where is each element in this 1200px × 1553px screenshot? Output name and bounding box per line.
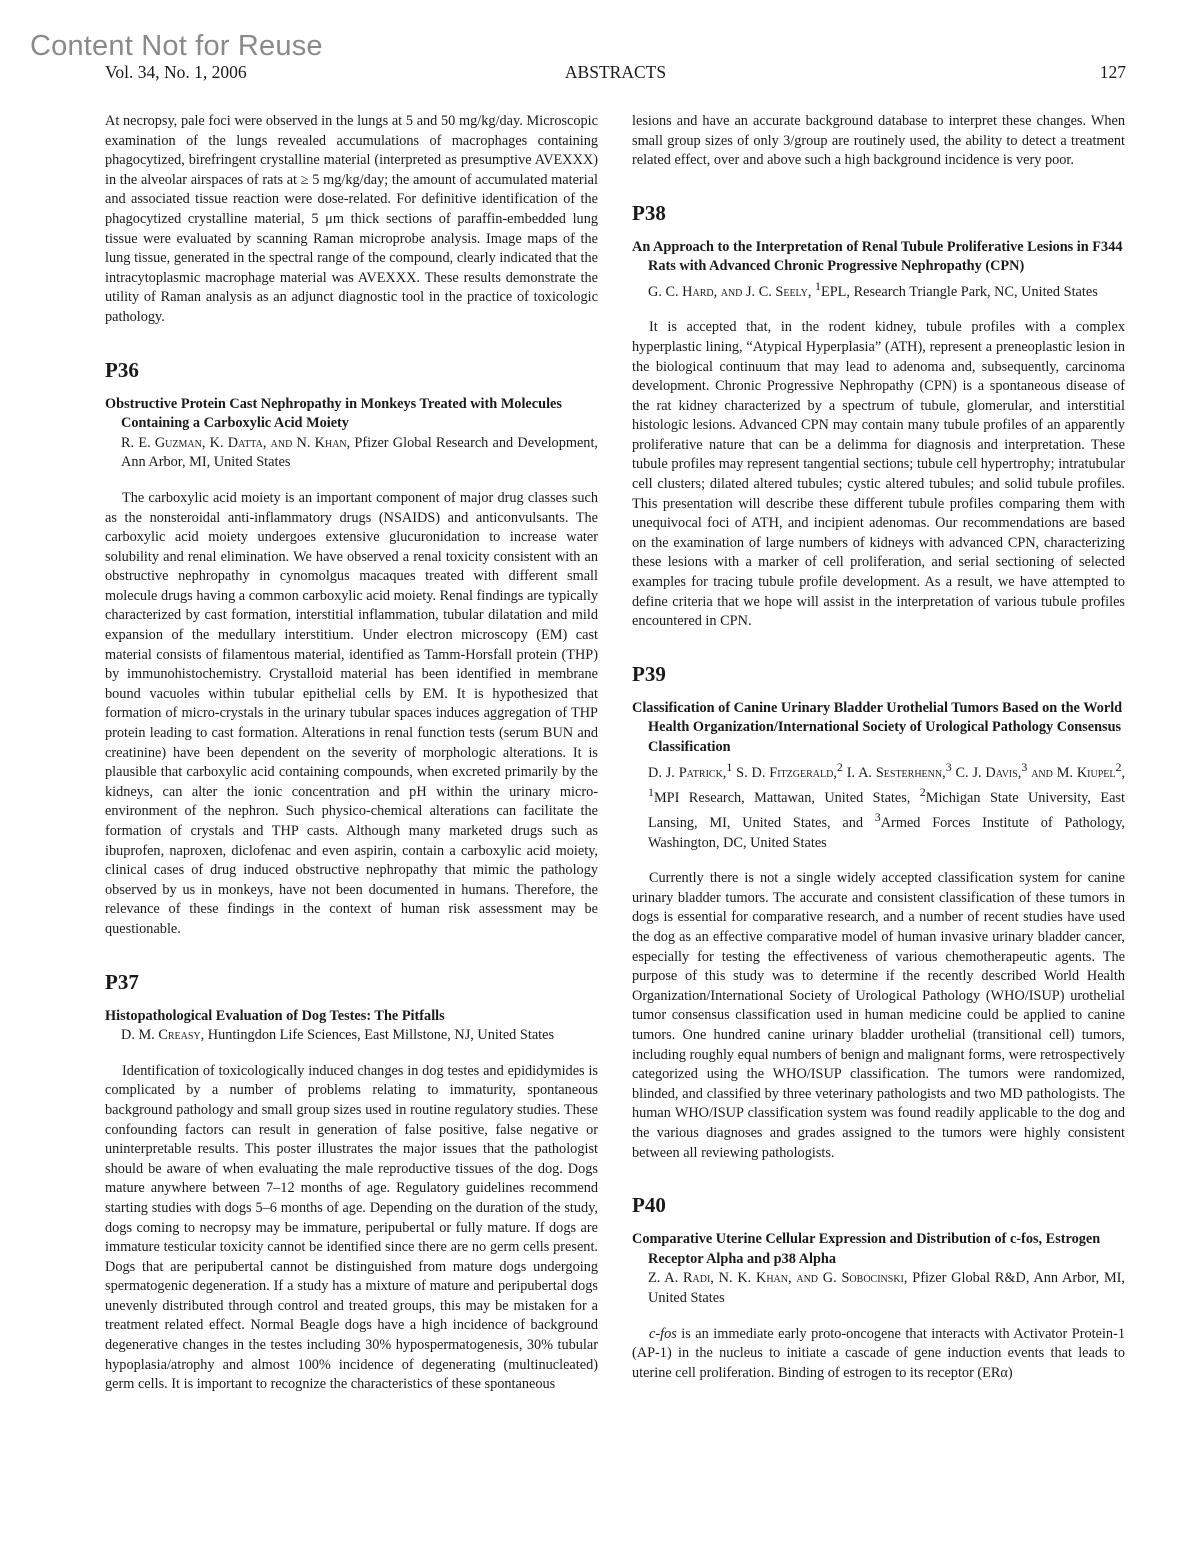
author-name: D. J. Patrick,: [648, 764, 727, 781]
abstract-title: Comparative Uterine Cellular Expression and Distribution of c-fos, Estrogen Receptor Alpha and p38 Alpha: [632, 1231, 1101, 1267]
abstract-title: An Approach to the Interpretation of Renal Tubule Proliferative Lesions in F344 Rats with Advanced Chronic Progressive Nephropathy (CPN): [632, 238, 1123, 275]
author-name: S. D. Fitzgerald,: [736, 764, 837, 781]
abstract-id: P40: [632, 1193, 666, 1218]
author-names: Z. A. Radi, N. K. Khan, and G. Sobocinski: [648, 1270, 904, 1287]
author-name: C. J. Davis,: [955, 764, 1022, 781]
author-affiliation: , Pfizer Global Research and Development, Ann Arbor, MI, United States: [121, 434, 598, 471]
author-affiliation: Michigan State University, East Lansing, MI, United States, and: [648, 789, 1125, 832]
journal-volume: Vol. 34, No. 1, 2006: [105, 62, 247, 82]
abstract-p36: [105, 358, 598, 940]
abstract-body: It is accepted that, in the rodent kidney, tubule profiles with a complex hyperplastic lining, “Atypical Hyperplasia” (ATH), represent a preneoplastic lesion in the biological continuum that may lead to adenoma and, subsequently, carcinoma development. Chronic Progressive Nephropathy (CPN) is a spontaneous disease of the rat kidney characterized by a spectrum of tubule, glomerular, and interstitial histologic lesions. Advanced CPN may contain many tubule profiles of an apparently proliferative nature that can be a delimma for diagnosis and interpretation. These tubule profiles may represent tangential sections; tubule cell hypertrophy; intratubular cell clusters; dilated altered tubules; cystic altered tubules; and solid tubule profiles. This presentation will describe these different tubule profiles comparing them with unequivocal foci of ATH, and incipient adenomas. Our recommendations are based on the examination of large numbers of kidneys with advanced CPN, characterizing these lesions with a marker of cell proliferation, and serial sectioning of selected examples for tracing tubule profile development. As a result, we have attempted to define criteria that we hope will assist in the interpretation of various tubule profiles encountered in CPN.: [632, 319, 1125, 630]
affiliation-marker: 3: [1021, 759, 1028, 774]
author-affiliation: EPL, Research Triangle Park, NC, United States: [821, 283, 1098, 300]
abstract-body: Currently there is not a single widely accepted classification system for canine urinary bladder tumors. The accurate and consistent classification of these tumors in dogs is essential for comparative research, and a number of recent studies have used the dog as an effective comparative model of human invasive urinary bladder cancer, especially for testing the effectiveness of various chemotherapeutic agents. The purpose of this study was to determine if the recently described World Health Organization/International Society of Urological Pathology (WHO/ISUP) urothelial tumor consensus classification used in human medicine could be applied to canine tumors. One hundred canine urinary bladder urothelial (transitional cell) tumors, including roughly equal numbers of benign and malignant forms, were retrospectively categorized using the WHO/ISUP classification. The tumors were randomized, blinded, and classified by three veterinary pathologists and two MD pathologists. The human WHO/ISUP classification system was found readily applicable to the dog and the various diagnoses and grades assigned to the tumors were highly consistent between all reviewing pathologists.: [632, 870, 1125, 1161]
watermark: Content Not for Reuse: [30, 30, 323, 62]
affiliation-marker: 3: [874, 810, 881, 825]
abstract-authors: [105, 1026, 598, 1046]
author-affiliation: Armed Forces Institute of Pathology, Washington, DC, United States: [648, 815, 1125, 851]
abstract-id: P36: [105, 357, 139, 382]
abstract-authors: [105, 434, 598, 473]
affiliation-marker: 2: [919, 784, 926, 799]
continued-abstract-text: lesions and have an accurate background database to interpret these changes. When small group sizes of only 3/group are routinely used, the ability to detect a treatment related effect, over and above such a high background incidence is very poor.: [632, 113, 1125, 169]
author-name: I. A. Sesterhenn,: [846, 764, 946, 781]
continued-abstract-text: At necropsy, pale foci were observed in the lungs at 5 and 50 mg/kg/day. Microscopic examination of the lungs revealed accumulations of macrophages containing phagocytized, birefringent crystalline material (interpreted as presumptive AVEXXX) in the alveolar airspaces of rats at ≥ 5 mg/kg/day; the amount of accumulated material and associated tissue reaction were dose-related. For definitive identification of the phagocytized crystalline material, 5 μm thick sections of paraffin-embedded lung tissue were evaluated by scanning Raman microprobe analysis. Image maps of the lung tissue, generated in the spectral range of the compound, clearly indicated that the intracytoplasmic macrophage material was AVEXXX. These results demonstrate the utility of Raman analysis as an adjunct diagnostic tool in the practice of toxicologic pathology.: [105, 113, 598, 325]
affiliation-marker: 3: [945, 759, 952, 774]
left-column: [105, 112, 598, 1425]
abstract-p40: [632, 1193, 1125, 1383]
affiliation-marker: 1: [648, 784, 654, 799]
abstract-body: The carboxylic acid moiety is an important component of major drug classes such as the nonsteroidal anti-inflammatory drugs (NSAIDS) and anticonvulsants. The carboxylic acid moiety undergoes extensive glucuronidation to increase water solubility and renal elimination. We have observed a renal toxicity consistent with an obstructive nephropathy in cynomolgus macaques treated with different small molecule drugs having a common carboxylic acid moiety. Renal findings are typically characterized by cast formation, interstitial inflammation, tubular dilatation and mild expansion of the medullary interstitium. Under electron microscopy (EM) cast material consists of filamentous material, identified as Tamm-Horsfall protein (THP) by immunohistochemistry. Crystalloid material has been identified in membrane bound vacuoles within tubular epithelial cells by EM. It is hypothesized that formation of micro-crystals in the urinary tubular spaces induces aggregation of THP protein leading to cast formation. Alterations in renal function tests (serum BUN and creatinine) have been dependent on the severity of morphologic alterations. It is plausible that carboxylic acid containing compounds, when excreted primarily by the kidneys, can alter the ionic concentration and pH within the urinary micro-environment of the nephron. Such physico-chemical alterations can facilitate the formation of crystals and THP casts. Although many marketed drugs such as ibuprofen, naproxen, diclofenac and even aspirin, contain a carboxylic acid moiety, clinical cases of drug induced obstructive nephropathy that mimic the pathology observed by us in monkeys, have not been documented in humans. Therefore, the relevance of these findings in the context of human risk assessment may be questionable.: [105, 489, 598, 937]
author-names: G. C. Hard, and J. C. Seely: [648, 283, 808, 300]
author-names: D. M. Creasy: [121, 1027, 201, 1044]
abstract-authors: D. J. Patrick,$^1$ S. D. Fitzgerald,$^2$ I. A. Sesterhenn,$^3$ C. J. Davis,$^3$ and M. Kiupel$^2$, $^1$MPI Research, Mattawan, United States, $^2$Michigan State University, East Lansing, MI, United States, and $^3$Armed Forces Institute of Pathology, Washington, DC, United States: [648, 759, 1126, 851]
section-title: ABSTRACTS: [564, 62, 667, 82]
abstract-p37: [105, 970, 598, 1395]
abstract-p39: [632, 662, 1125, 1163]
running-head: [105, 62, 1126, 86]
abstract-body-text: is an immediate early proto-oncogene that interacts with Activator Protein-1 (AP-1) in the nucleus to initiate a cascade of gene induction events that leads to uterine cell proliferation. Binding of estrogen to its receptor (ERα): [632, 1325, 1125, 1381]
gene-name: c-fos: [649, 1325, 677, 1342]
abstract-authors: [632, 1269, 1125, 1308]
page-number: 127: [1099, 62, 1126, 82]
abstract-title: Histopathological Evaluation of Dog Testes: The Pitfalls: [105, 1007, 445, 1024]
right-column: [632, 112, 1125, 1413]
abstract-p38: [632, 201, 1125, 632]
author-affiliation: , Huntingdon Life Sciences, East Millstone, NJ, United States: [200, 1027, 555, 1044]
author-affiliation: , Pfizer Global R&D, Ann Arbor, MI, United States: [648, 1270, 1125, 1306]
abstract-authors: G. C. Hard, and J. C. Seely, $^1$EPL, Research Triangle Park, NC, United States: [648, 278, 1098, 300]
affiliation-marker: 1: [815, 278, 821, 293]
abstract-body: Identification of toxicologically induced changes in dog testes and epididymides is complicated by a number of problems relating to immaturity, spontaneous background pathology and small group sizes used in routine regulatory studies. These confounding factors can result in generation of false positive, false negative or uninterpretable results. This poster illustrates the major issues that the pathologist should be aware of when evaluating the male reproductive tissues of the dog. Dogs mature anywhere between 7–12 months of age. Regulatory guidelines recommend starting studies with dogs 5–6 months of age. Depending on the duration of the study, dogs coming to necropsy may be immature, peripubertal or fully mature. If dogs are immature testicular toxicity cannot be identified since there are no germ cells present. Dogs that are peripubertal cannot be distinguished from mature dogs undergoing spermatogenic degeneration. If a study has a mixture of mature and peripubertal dogs unevenly distributed through control and treated groups, this may be mistaken for a treatment related effect. Normal Beagle dogs have a high incidence of background degenerative changes in the testes including 30% hypospermatogenesis, 30% tubular hypoplasia/atrophy and almost 100% incidence of degenerating (multinucleated) germ cells. It is important to recognize the characteristics of these spontaneous: [105, 1062, 598, 1393]
author-name: and M. Kiupel: [1031, 764, 1116, 781]
affiliation-marker: 1: [726, 759, 733, 774]
author-names: R. E. Guzman, K. Datta, and N. Khan: [121, 434, 347, 451]
abstract-title: Obstructive Protein Cast Nephropathy in Monkeys Treated with Molecules Containing a Carboxylic Acid Moiety: [105, 395, 562, 432]
author-affiliation: MPI Research, Mattawan, United States,: [653, 789, 920, 806]
affiliation-marker: 2: [836, 759, 843, 774]
abstract-id: P37: [105, 969, 139, 994]
abstract-body: [632, 1325, 1125, 1384]
abstract-id: P38: [632, 200, 666, 225]
abstract-id: P39: [632, 661, 666, 686]
affiliation-marker: 2: [1115, 759, 1122, 774]
abstract-title: Classification of Canine Urinary Bladder Urothelial Tumors Based on the World Health Organization/International Society of Urological Pathology Consensus Classification: [632, 699, 1123, 756]
